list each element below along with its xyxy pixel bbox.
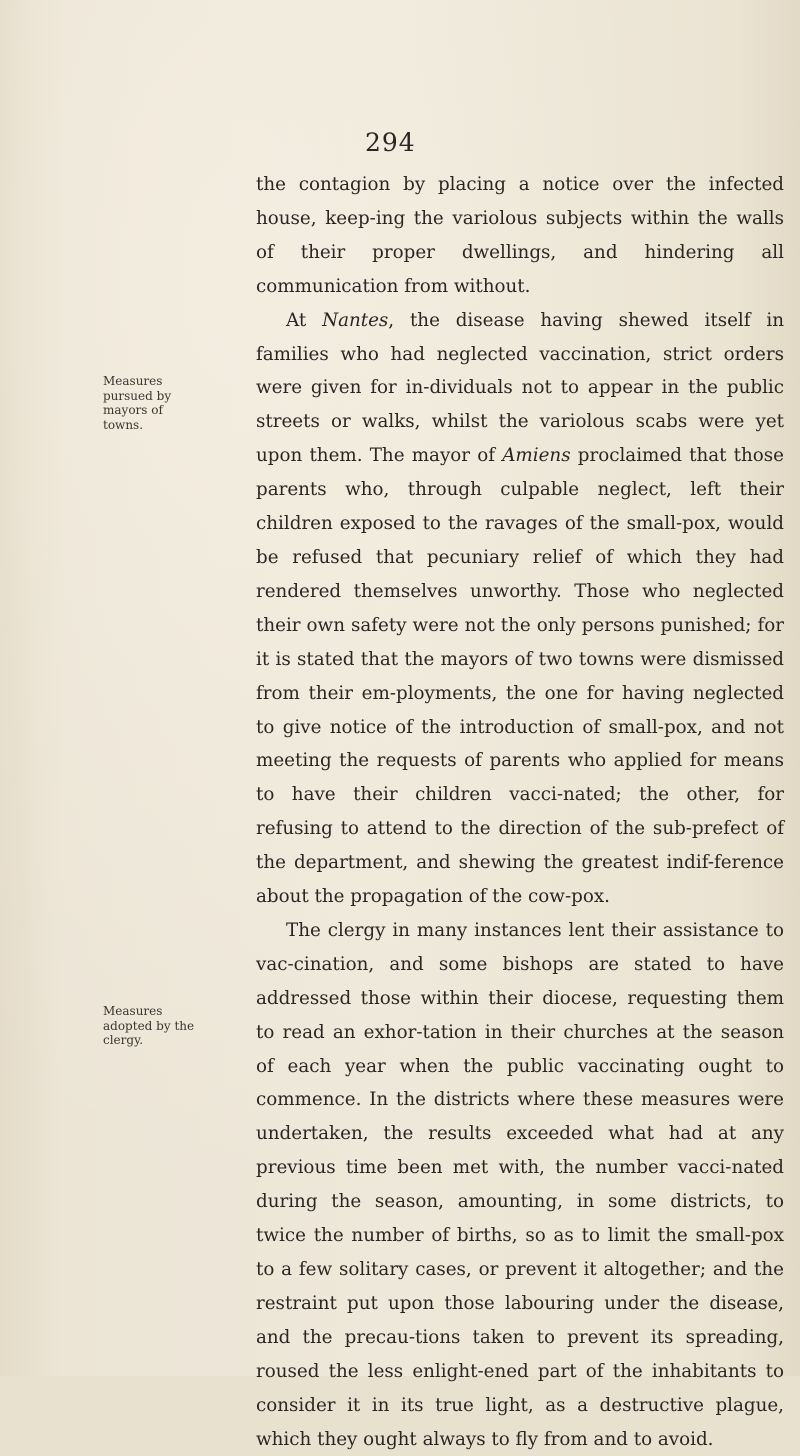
place-name-nantes: Nantes	[322, 309, 389, 331]
paragraph-contagion: the contagion by placing a notice over the infected house, keep-ing the variolous subjects within the walls of their proper dwellings, and hindering all communication from without.	[256, 174, 784, 297]
paragraph-clergy: The clergy in many instances lent their assistance to vac-cination, and some bishops are stated to have addressed those within their diocese, requesting them to read an exhor-tation in their churches at the season of each year when the public vaccinating ought to commence. In the districts where these measures were undertaken, the results exceeded what had at any previous time been met with, the number vacci-nated during the season, amounting, in some districts, to twice the number of births, so as to limit the small-pox to a few solitary cases, or prevent it altogether; and the restraint put upon those labouring under the disease, and the precau-tions taken to prevent its spreading, roused the less enlight-ened part of the inhabitants to consider it in its true light, as a destructive plague, which they ought always to fly from and to avoid.	[256, 919, 784, 1450]
paragraph-nantes-part-3: proclaimed that those parents who, through culpable neglect, left their children exposed to the ravages of the small-pox, would be refused that pecuniary relief of which they had rendered themselves unworthy. Those who neglected their own safety were not the only persons punished; for it is stated that the mayors of two towns were dismissed from their em-ployments, the one for having neglected to give notice of the introduction of small-pox, and not meeting the requests of parents who applied for means to have their children vacci-nated; the other, for refusing to attend to the direction of the sub-prefect of the department, and shewing the greatest indif-ference about the propagation of the cow-pox.	[256, 445, 785, 908]
paragraph-nantes	[256, 304, 784, 914]
place-name-amiens: Amiens	[502, 445, 571, 467]
paragraph-nantes-part-2: , the disease having shewed itself in families who had neglected vaccination, strict orders were given for in-dividuals not to appear in the public streets or walks, whilst the variolous scabs were yet upon them. The mayor of	[256, 309, 785, 467]
body-text	[256, 168, 784, 1456]
paragraph-nantes-part-1: At	[286, 309, 323, 331]
margin-note-mayors: Measures pursued by mayors of towns.	[103, 374, 172, 432]
page-number: 294	[365, 128, 416, 157]
margin-note-clergy: Measures adopted by the clergy.	[103, 1004, 195, 1047]
